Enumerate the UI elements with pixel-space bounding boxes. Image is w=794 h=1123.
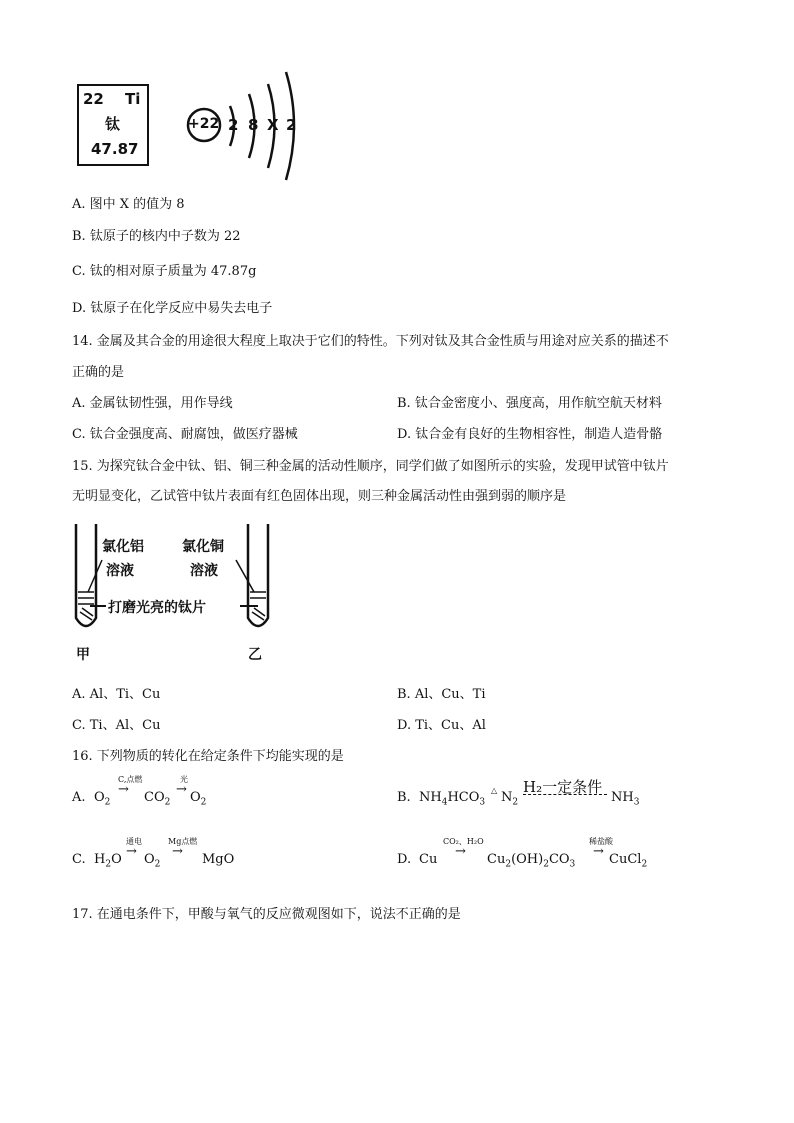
tube-label-yi: 乙 — [248, 647, 262, 663]
arrow-icon: → — [593, 844, 604, 859]
nucleus-charge: +22 — [188, 116, 220, 132]
titanium-strip-label: 打磨光亮的钛片 — [108, 600, 206, 616]
shell-1-count: 2 — [228, 116, 239, 134]
arrow-icon: → — [455, 844, 466, 859]
q16-stem: 16. 下列物质的转化在给定条件下均能实现的是 — [72, 749, 344, 764]
q13-option-d: D. 钛原子在化学反应中易失去电子 — [72, 301, 273, 316]
element-symbol: Ti — [125, 90, 141, 108]
element-card — [77, 84, 149, 166]
q14-option-c: C. 钛合金强度高、耐腐蚀，做医疗器械 — [72, 427, 298, 442]
arrow-icon: → — [118, 782, 129, 797]
q14-stem-line1: 14. 金属及其合金的用途很大程度上取决于它们的特性。下列对钛及其合金性质与用途对应关系的描述不 — [72, 334, 669, 349]
q17-stem: 17. 在通电条件下，甲酸与氧气的反应微观图如下，说法不正确的是 — [72, 907, 461, 922]
element-name: 钛 — [105, 115, 121, 133]
test-tube-diagram — [72, 520, 282, 665]
q16-option-a: A. $O_2$ C,点燃 → $CO_2$ 光 → $O_2$ — [72, 775, 207, 808]
tube-label-jia: 甲 — [76, 647, 90, 663]
q15-stem-line1: 15. 为探究钛合金中钛、铝、铜三种金属的活动性顺序，同学们做了如图所示的实验，发现甲试管中钛片 — [72, 459, 669, 474]
q13-option-a: A. 图中 X 的值为 8 — [72, 197, 185, 212]
arrow-icon: → — [176, 782, 187, 797]
left-solution-label-2: 溶液 — [106, 563, 134, 579]
q14-option-b: B. 钛合金密度小、强度高，用作航空航天材料 — [397, 396, 662, 411]
q15-option-d: D. Ti、Cu、Al — [397, 718, 486, 733]
arrow-icon: → — [126, 844, 137, 859]
q16-option-d: D. Cu CO₂、H₂O → $Cu_2(OH)_2CO_3$ 稀盐酸 → CuCl$_2$ — [397, 837, 648, 870]
q14-stem-line2: 正确的是 — [72, 365, 125, 380]
q13-option-c: C. 钛的相对原子质量为 47.87g — [72, 264, 257, 279]
atomic-number: 22 — [83, 90, 104, 108]
q15-stem-line2: 无明显变化，乙试管中钛片表面有红色固体出现，则三种金属活动性由强到弱的顺序是 — [72, 489, 567, 504]
arrow-icon: → — [172, 844, 183, 859]
q15-option-a: A. Al、Ti、Cu — [72, 687, 161, 702]
q16-option-b: B. $NH_4HCO_3$ △ $N_2$ H₂一定条件 $NH_3$ — [397, 778, 640, 808]
right-solution-label-1: 氯化铜 — [182, 539, 224, 555]
right-solution-label-2: 溶液 — [190, 563, 218, 579]
q14-option-a: A. 金属钛韧性强，用作导线 — [72, 396, 233, 411]
q14-option-d: D. 钛合金有良好的生物相容性，制造人造骨骼 — [397, 427, 663, 442]
q15-option-b: B. Al、Cu、Ti — [397, 687, 486, 702]
arrow-line — [523, 790, 607, 795]
atomic-mass: 47.87 — [91, 140, 139, 158]
shell-4-count: 2 — [286, 116, 297, 134]
shell-3-count: X — [267, 116, 279, 134]
q13-option-b: B. 钛原子的核内中子数为 22 — [72, 229, 241, 244]
shell-2-count: 8 — [248, 116, 259, 134]
q15-option-c: C. Ti、Al、Cu — [72, 718, 161, 733]
atom-structure-diagram — [182, 68, 312, 183]
left-solution-label-1: 氯化铝 — [102, 539, 144, 555]
q16-option-c: C. $H_2O$ 通电 → $O_2$ Mg点燃 → MgO — [72, 837, 235, 870]
